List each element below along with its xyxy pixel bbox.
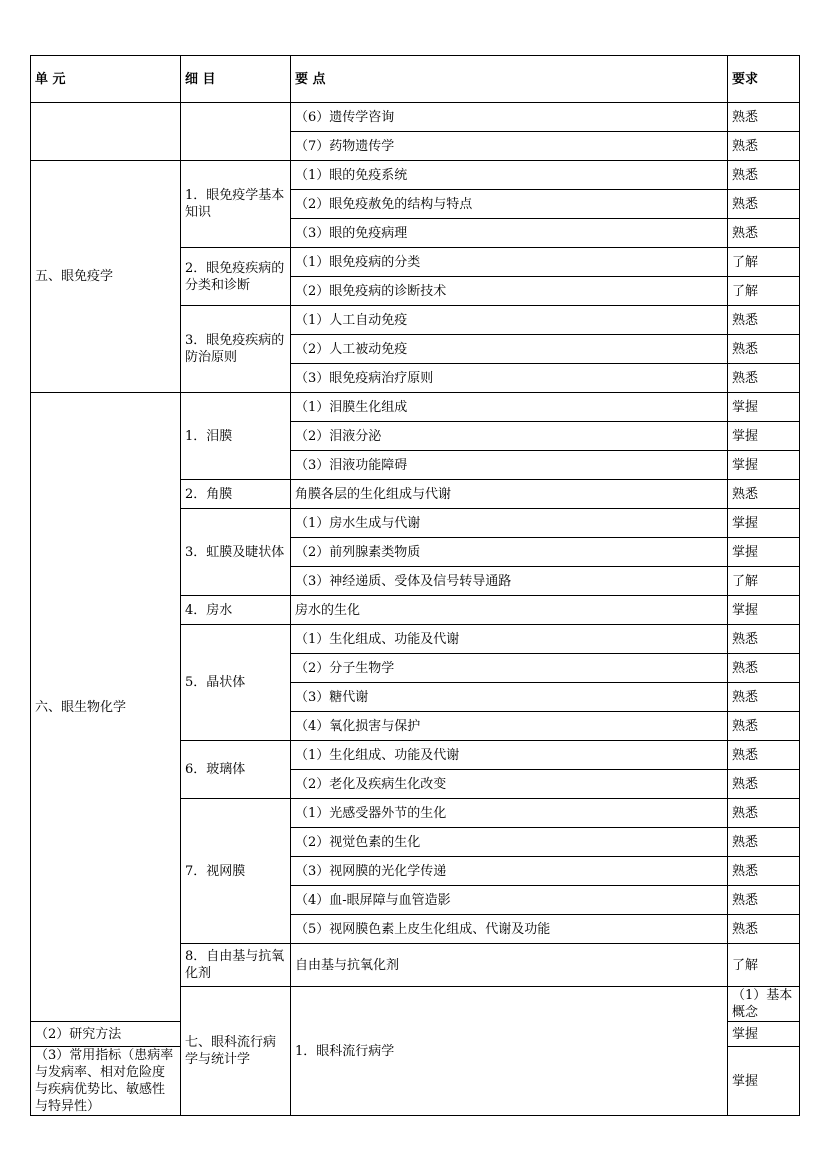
item-label: 1．眼科流行病学 (291, 987, 728, 1116)
point-cell: （2）前列腺素类物质 (291, 538, 728, 567)
header-unit: 单 元 (31, 56, 181, 103)
point-cell: （1）眼的免疫系统 (291, 161, 728, 190)
point-cell: （3）眼免疫病治疗原则 (291, 364, 728, 393)
requirement-cell: 了解 (728, 567, 800, 596)
requirement-cell: 掌握 (728, 1047, 800, 1116)
requirement-cell: 熟悉 (728, 741, 800, 770)
table-row (31, 393, 800, 422)
item-cell-empty (181, 103, 291, 161)
item-label: 5．晶状体 (181, 625, 291, 741)
requirement-cell: 熟悉 (728, 683, 800, 712)
point-cell: （4）氧化损害与保护 (291, 712, 728, 741)
item-label: 1．泪膜 (181, 393, 291, 480)
requirement-cell: 熟悉 (728, 915, 800, 944)
requirement-cell: 熟悉 (728, 364, 800, 393)
item-label: 3．虹膜及睫状体 (181, 509, 291, 596)
requirement-cell: 熟悉 (728, 306, 800, 335)
requirement-cell: 熟悉 (728, 799, 800, 828)
point-cell: （3）神经递质、受体及信号转导通路 (291, 567, 728, 596)
requirement-cell: 熟悉 (728, 161, 800, 190)
requirement-cell: 熟悉 (728, 712, 800, 741)
point-cell: （3）眼的免疫病理 (291, 219, 728, 248)
point-cell: （6）遗传学咨询 (291, 103, 728, 132)
item-label: 2．角膜 (181, 480, 291, 509)
point-cell: （3）视网膜的光化学传递 (291, 857, 728, 886)
requirement-cell: 熟悉 (728, 770, 800, 799)
point-cell: （4）血-眼屏障与血管造影 (291, 886, 728, 915)
requirement-cell: 熟悉 (728, 132, 800, 161)
requirement-cell: 了解 (728, 248, 800, 277)
point-cell: 自由基与抗氧化剂 (291, 944, 728, 987)
point-cell: （3）常用指标（患病率与发病率、相对危险度与疾病优势比、敏感性与特异性） (31, 1047, 181, 1116)
requirement-cell: 熟悉 (728, 625, 800, 654)
point-cell: （1）房水生成与代谢 (291, 509, 728, 538)
point-cell: （1）生化组成、功能及代谢 (291, 741, 728, 770)
header-requirement: 要求 (728, 56, 800, 103)
point-cell: （2）视觉色素的生化 (291, 828, 728, 857)
requirement-cell: 熟悉 (728, 190, 800, 219)
point-cell: （1）泪膜生化组成 (291, 393, 728, 422)
point-cell: （3）泪液功能障碍 (291, 451, 728, 480)
point-cell: （5）视网膜色素上皮生化组成、代谢及功能 (291, 915, 728, 944)
point-cell: （1）人工自动免疫 (291, 306, 728, 335)
syllabus-table (30, 55, 800, 1116)
item-label: 8．自由基与抗氧化剂 (181, 944, 291, 987)
requirement-cell: 掌握 (728, 451, 800, 480)
table-row (31, 103, 800, 132)
requirement-cell: 掌握 (728, 509, 800, 538)
point-cell: （2）泪液分泌 (291, 422, 728, 451)
point-cell: （1）基本概念 (728, 987, 800, 1022)
table-row (31, 161, 800, 190)
requirement-cell: 掌握 (728, 422, 800, 451)
requirement-cell: 熟悉 (728, 857, 800, 886)
header-item: 细 目 (181, 56, 291, 103)
item-label: 6．玻璃体 (181, 741, 291, 799)
requirement-cell: 熟悉 (728, 886, 800, 915)
requirement-cell: 熟悉 (728, 335, 800, 364)
requirement-cell: 熟悉 (728, 828, 800, 857)
item-label: 3．眼免疫疾病的防治原则 (181, 306, 291, 393)
point-cell: （2）研究方法 (31, 1022, 181, 1047)
point-cell: （2）分子生物学 (291, 654, 728, 683)
point-cell: （2）眼免疫赦免的结构与特点 (291, 190, 728, 219)
requirement-cell: 掌握 (728, 1022, 800, 1047)
point-cell: 角膜各层的生化组成与代谢 (291, 480, 728, 509)
point-cell: （3）糖代谢 (291, 683, 728, 712)
requirement-cell: 熟悉 (728, 103, 800, 132)
requirement-cell: 掌握 (728, 596, 800, 625)
point-cell: （1）生化组成、功能及代谢 (291, 625, 728, 654)
table-header-row (31, 56, 800, 103)
item-label: 1．眼免疫学基本知识 (181, 161, 291, 248)
point-cell: （2）人工被动免疫 (291, 335, 728, 364)
unit-title: 七、眼科流行病学与统计学 (181, 987, 291, 1116)
header-point: 要 点 (291, 56, 728, 103)
requirement-cell: 熟悉 (728, 654, 800, 683)
requirement-cell: 掌握 (728, 393, 800, 422)
requirement-cell: 掌握 (728, 538, 800, 567)
point-cell: （2）老化及疾病生化改变 (291, 770, 728, 799)
point-cell: （1）光感受器外节的生化 (291, 799, 728, 828)
item-label: 7．视网膜 (181, 799, 291, 944)
point-cell: 房水的生化 (291, 596, 728, 625)
item-label: 4．房水 (181, 596, 291, 625)
point-cell: （1）眼免疫病的分类 (291, 248, 728, 277)
requirement-cell: 了解 (728, 277, 800, 306)
requirement-cell: 了解 (728, 944, 800, 987)
unit-cell-empty (31, 103, 181, 161)
item-label: 2．眼免疫疾病的分类和诊断 (181, 248, 291, 306)
requirement-cell: 熟悉 (728, 480, 800, 509)
unit-title: 五、眼免疫学 (31, 161, 181, 393)
requirement-cell: 熟悉 (728, 219, 800, 248)
unit-title: 六、眼生物化学 (31, 393, 181, 1022)
point-cell: （7）药物遗传学 (291, 132, 728, 161)
point-cell: （2）眼免疫病的诊断技术 (291, 277, 728, 306)
